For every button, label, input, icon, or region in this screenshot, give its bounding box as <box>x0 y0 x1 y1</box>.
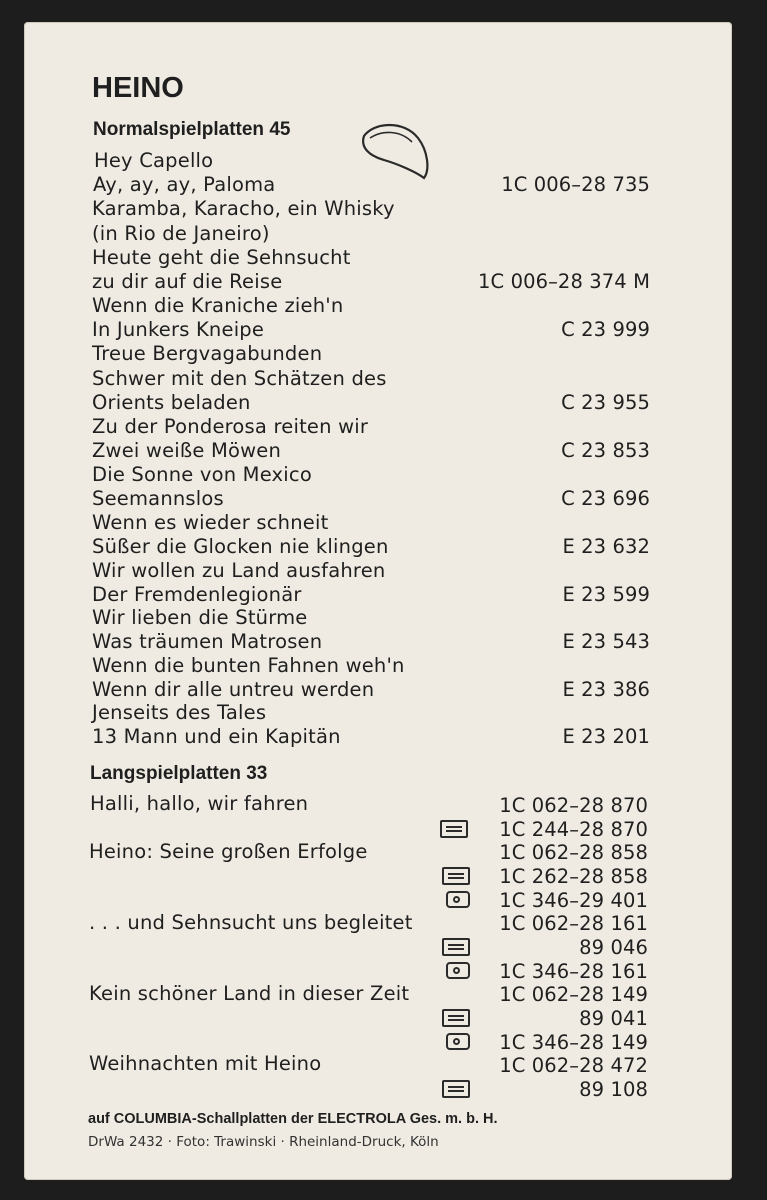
catalog-number: C 23 955 <box>561 391 650 414</box>
catalog-number: 1C 062–28 161 <box>499 912 648 935</box>
album-title: . . . und Sehnsucht uns begleitet <box>89 911 413 934</box>
catalog-number: E 23 201 <box>562 725 650 748</box>
song-title: Wir lieben die Stürme <box>92 606 308 629</box>
catalog-number: C 23 853 <box>561 439 650 462</box>
song-title: Süßer die Glocken nie klingen <box>92 535 389 558</box>
song-title: Seemannslos <box>92 487 224 510</box>
song-title: Wenn dir alle untreu werden <box>92 678 375 701</box>
song-title: Orients beladen <box>92 391 251 414</box>
catalog-number: 89 046 <box>579 936 648 959</box>
catalog-number: 1C 346–28 149 <box>499 1031 648 1054</box>
cassette-icon <box>442 1009 470 1027</box>
catalog-number: E 23 543 <box>562 630 650 653</box>
cassette-icon <box>440 820 468 838</box>
song-title: Treue Bergvagabunden <box>92 342 323 365</box>
album-title: Kein schöner Land in dieser Zeit <box>89 982 410 1005</box>
album-title: Heino: Seine großen Erfolge <box>89 840 368 863</box>
song-title: Wenn die bunten Fahnen weh'n <box>92 654 405 677</box>
song-title: Zu der Ponderosa reiten wir <box>92 415 369 438</box>
song-title: Hey Capello <box>94 149 214 172</box>
catalog-number: 89 041 <box>579 1007 648 1030</box>
song-title: zu dir auf die Reise <box>92 270 283 293</box>
song-title: Der Fremdenlegionär <box>92 583 302 606</box>
catalog-number: 1C 006–28 735 <box>501 173 650 196</box>
catalog-number: 1C 062–28 858 <box>499 841 648 864</box>
song-title: Schwer mit den Schätzen des <box>92 367 387 390</box>
song-title: Karamba, Karacho, ein Whisky <box>92 197 395 220</box>
song-title: Die Sonne von Mexico <box>92 463 312 486</box>
section-heading-lps: Langspielplatten 33 <box>90 763 268 784</box>
catalog-number: E 23 599 <box>562 583 650 606</box>
label-line: auf COLUMBIA-Schallplatten der ELECTROLA Ges. m. b. H. <box>88 1111 498 1127</box>
cartridge-icon <box>446 962 470 979</box>
song-title: Wenn die Kraniche zieh'n <box>92 294 344 317</box>
cassette-icon <box>442 1080 470 1098</box>
song-title: Wir wollen zu Land ausfahren <box>92 559 386 582</box>
artist-title: HEINO <box>92 72 184 104</box>
catalog-number: E 23 386 <box>562 678 650 701</box>
song-title: Was träumen Matrosen <box>92 630 323 653</box>
catalog-number: E 23 632 <box>562 535 650 558</box>
print-credit-line: DrWa 2432 · Foto: Trawinski · Rheinland-Druck, Köln <box>88 1134 439 1150</box>
album-title: Weihnachten mit Heino <box>89 1052 322 1075</box>
song-title: (in Rio de Janeiro) <box>92 222 270 245</box>
song-title: Heute geht die Sehnsucht <box>92 246 351 269</box>
cassette-icon <box>442 867 470 885</box>
song-title: Jenseits des Tales <box>92 701 267 724</box>
catalog-number: C 23 696 <box>561 487 650 510</box>
song-title: Wenn es wieder schneit <box>92 511 329 534</box>
catalog-number: 1C 062–28 472 <box>499 1054 648 1077</box>
song-title: 13 Mann und ein Kapitän <box>92 725 341 748</box>
catalog-number: 89 108 <box>579 1078 648 1101</box>
catalog-number: 1C 244–28 870 <box>499 818 648 841</box>
cartridge-icon <box>446 1033 470 1050</box>
catalog-number: 1C 062–28 870 <box>499 794 648 817</box>
song-title: Ay, ay, ay, Paloma <box>93 173 276 196</box>
cassette-icon <box>442 938 470 956</box>
catalog-number: 1C 062–28 149 <box>499 983 648 1006</box>
song-title: Zwei weiße Möwen <box>92 439 282 462</box>
catalog-number: C 23 999 <box>561 318 650 341</box>
catalog-number: 1C 346–29 401 <box>499 889 648 912</box>
section-heading-singles: Normalspielplatten 45 <box>93 119 291 140</box>
cartridge-icon <box>446 891 470 908</box>
catalog-number: 1C 262–28 858 <box>499 865 648 888</box>
catalog-number: 1C 346–28 161 <box>499 960 648 983</box>
song-title: In Junkers Kneipe <box>92 318 265 341</box>
album-title: Halli, hallo, wir fahren <box>90 792 309 815</box>
catalog-number: 1C 006–28 374 M <box>478 270 650 293</box>
